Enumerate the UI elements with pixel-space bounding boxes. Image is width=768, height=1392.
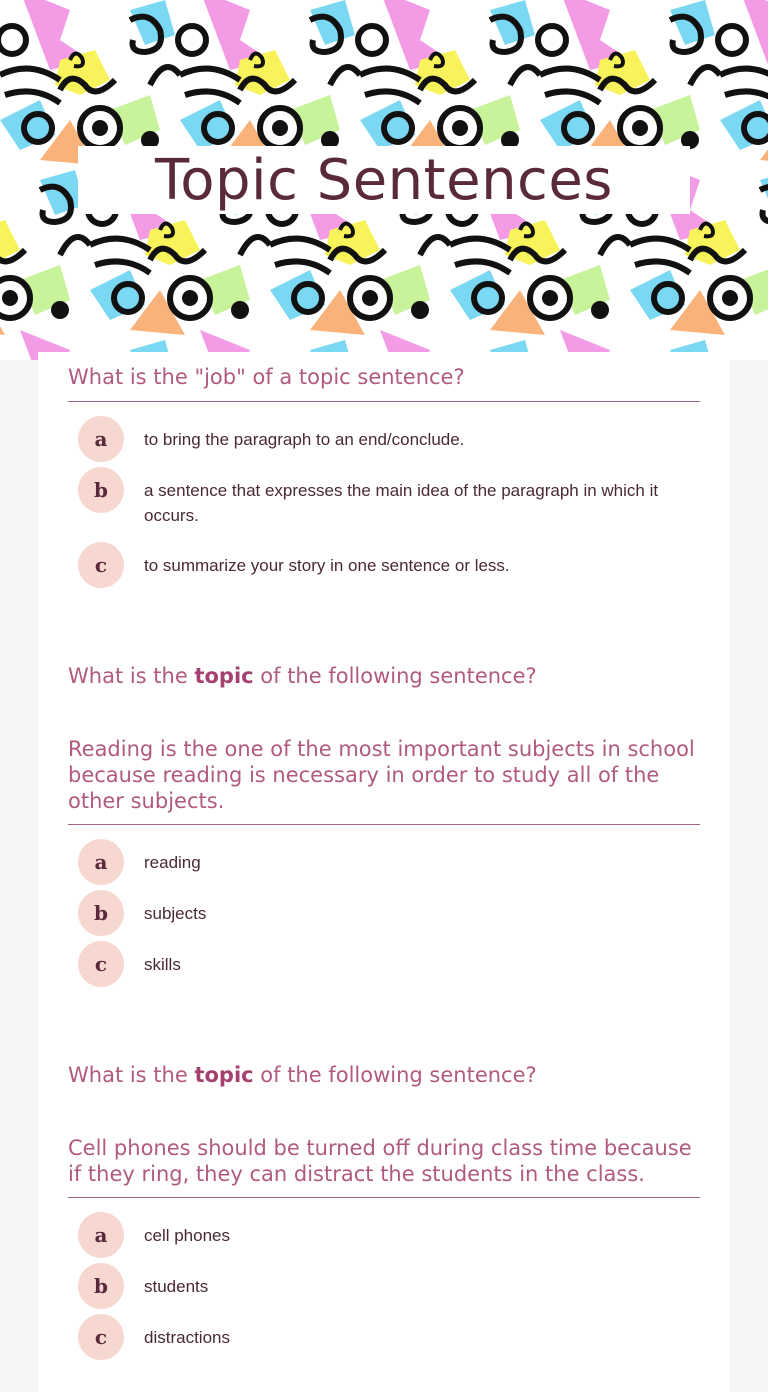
question-1-divider — [68, 401, 700, 402]
prompt-text: What is the — [68, 1063, 195, 1087]
choice-text: reading — [144, 853, 201, 872]
choice-letter-bubble[interactable]: b — [78, 467, 124, 513]
question-2-prompt — [68, 663, 700, 689]
worksheet-title: Topic Sentences — [155, 147, 613, 213]
choice-text: to bring the paragraph to an end/conclude. — [144, 430, 465, 449]
choice-letter-bubble[interactable]: b — [78, 890, 124, 936]
choice-letter-bubble[interactable]: a — [78, 416, 124, 462]
choice-text: to summarize your story in one sentence or less. — [144, 556, 510, 575]
prompt-text: of the following sentence? — [253, 1063, 537, 1087]
choice-text: cell phones — [144, 1226, 231, 1245]
question-1-prompt: What is the "job" of a topic sentence? — [68, 365, 465, 389]
choice-text: students — [144, 1277, 209, 1296]
choice-letter-bubble[interactable]: a — [78, 839, 124, 885]
question-3-divider — [68, 1197, 700, 1198]
choice-text: a sentence that expresses the main idea of the paragraph in which it occurs. — [144, 481, 659, 525]
title-box — [78, 146, 690, 214]
choice-text: distractions — [144, 1328, 230, 1347]
choice-text: subjects — [144, 904, 207, 923]
choice-letter-bubble[interactable]: c — [78, 542, 124, 588]
choice-letter-bubble[interactable]: b — [78, 1263, 124, 1309]
prompt-text: What is the — [68, 664, 195, 688]
prompt-bold-word: topic — [194, 664, 254, 688]
choice-letter-bubble[interactable]: a — [78, 1212, 124, 1258]
question-2-passage: Reading is the one of the most important subjects in school because reading is necessary in order to study all of the other subjects. — [68, 737, 695, 813]
choice-letter-bubble[interactable]: c — [78, 1314, 124, 1360]
question-3-passage: Cell phones should be turned off during class time because if they ring, they can distract the students in the class. — [68, 1136, 692, 1186]
prompt-text: of the following sentence? — [253, 664, 537, 688]
question-3-prompt — [68, 1062, 700, 1088]
choice-letter-bubble[interactable]: c — [78, 941, 124, 987]
choice-text: skills — [144, 955, 181, 974]
prompt-bold-word: topic — [194, 1063, 254, 1087]
question-2-divider — [68, 824, 700, 825]
header-banner — [0, 0, 768, 360]
